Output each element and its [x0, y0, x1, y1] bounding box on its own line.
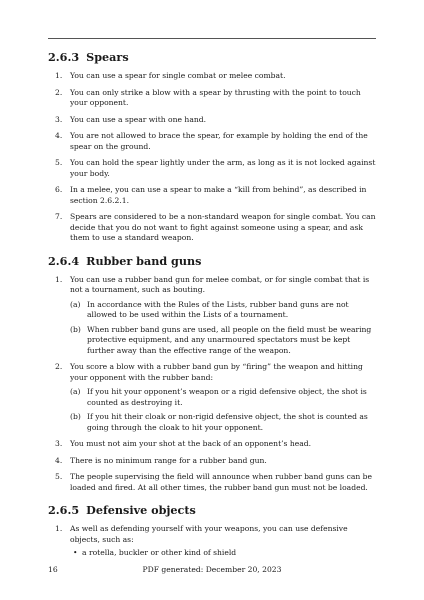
sub-item-text: If you hit your opponent’s weapon or a rigid defensive object, the shot is counted as destroying it.: [87, 387, 367, 407]
section: [48, 503, 376, 559]
list-item: [48, 472, 376, 493]
sub-item-marker: (a): [70, 299, 81, 309]
list-item: [48, 524, 376, 559]
item-text: The people supervising the field will announce when rubber band guns can be loaded and fired. At all other times, the rubber band gun must not be loaded.: [70, 472, 373, 492]
sub-item-marker: (b): [70, 324, 81, 334]
list-item: [48, 456, 376, 467]
item-text: You can only strike a blow with a spear by thrusting with the point to touch your opponent.: [70, 87, 361, 107]
section-title: Defensive objects: [86, 503, 196, 517]
numbered-list: [48, 71, 376, 244]
generated-date: PDF generated: December 20, 2023: [142, 565, 282, 574]
item-text: You score a blow with a rubber band gun by “firing” the weapon and hitting your opponent with the rubber band:: [70, 362, 363, 382]
item-number: 3.: [55, 439, 63, 448]
sub-item: [70, 387, 376, 408]
item-number: 1.: [55, 274, 63, 284]
bullet-text: a rotella, buckler or other kind of shield: [82, 548, 237, 557]
sub-item: [70, 300, 376, 321]
item-text: You are not allowed to brace the spear, for example by holding the end of the spear on the ground.: [70, 131, 368, 151]
item-number: 4.: [55, 455, 63, 465]
list-item: [48, 275, 376, 357]
list-item: [48, 71, 376, 82]
list-item: [48, 158, 376, 179]
item-text: You can hold the spear lightly under the arm, as long as it is not locked against your body.: [70, 158, 376, 178]
item-number: 7.: [55, 212, 63, 221]
sub-item: [70, 325, 376, 357]
item-number: 1.: [55, 524, 63, 533]
item-text: You can use a spear for single combat or melee combat.: [70, 71, 286, 80]
item-number: 2.: [55, 362, 63, 371]
page-number: 16: [48, 565, 58, 574]
page-content: [48, 50, 376, 569]
section: [48, 254, 376, 494]
item-number: 4.: [55, 131, 63, 140]
sub-item-marker: (a): [70, 387, 81, 396]
sub-item-text: If you hit their cloak or non-rigid defensive object, the shot is counted as going through the cloak to hit your opponent.: [87, 412, 368, 432]
section: [48, 50, 376, 244]
list-item: [48, 362, 376, 433]
item-text: Spears are considered to be a non-standard weapon for single combat. You can decide that you do not want to fight against someone using a spear, and ask them to use a standard weapon.: [70, 212, 376, 242]
section-heading: [48, 503, 376, 517]
list-item: [48, 212, 376, 244]
item-text: You can use a rubber band gun for melee combat, or for single combat that is not a tournament, such as bouting.: [70, 274, 370, 294]
sub-list: [70, 387, 376, 433]
numbered-list: [48, 524, 376, 559]
item-text: As well as defending yourself with your weapons, you can use defensive objects, such as:: [70, 524, 348, 544]
item-text: There is no minimum range for a rubber band gun.: [70, 455, 267, 465]
item-number: 5.: [55, 158, 63, 167]
item-text: In a melee, you can use a spear to make a “kill from behind”, as described in section 2.6.2.1.: [70, 185, 367, 205]
item-text: You must not aim your shot at the back of an opponent’s head.: [70, 439, 312, 448]
section-heading: [48, 50, 376, 64]
bullet-item: [70, 548, 376, 559]
item-number: 6.: [55, 185, 63, 194]
list-item: [48, 115, 376, 126]
section-number: 2.6.5: [48, 503, 80, 517]
item-text: You can use a spear with one hand.: [70, 114, 207, 124]
sub-item-text: In accordance with the Rules of the Lists, rubber band guns are not allowed to be used within the Lists of a tournament.: [87, 299, 349, 319]
list-item: [48, 88, 376, 109]
section-heading: [48, 254, 376, 268]
sub-item-text: When rubber band guns are used, all people on the field must be wearing protective equipment, and any unarmoured spectators must be kept further away than the effective range of the weapon.: [87, 324, 372, 355]
list-item: [48, 131, 376, 152]
numbered-list: [48, 275, 376, 494]
item-number: 2.: [55, 87, 63, 97]
section-title: Spears: [86, 50, 129, 64]
sub-item-marker: (b): [70, 412, 81, 421]
header-rule: [48, 38, 376, 39]
list-item: [48, 439, 376, 450]
sub-list: [70, 300, 376, 357]
section-number: 2.6.3: [48, 50, 80, 64]
list-item: [48, 185, 376, 206]
section-title: Rubber band guns: [86, 253, 202, 268]
item-number: 5.: [55, 472, 63, 481]
bullet-list: [70, 548, 376, 559]
sub-item: [70, 412, 376, 433]
bullet-dot-icon: •: [73, 548, 78, 557]
item-number: 1.: [55, 71, 63, 80]
item-number: 3.: [55, 114, 63, 124]
section-number: 2.6.4: [48, 253, 80, 268]
